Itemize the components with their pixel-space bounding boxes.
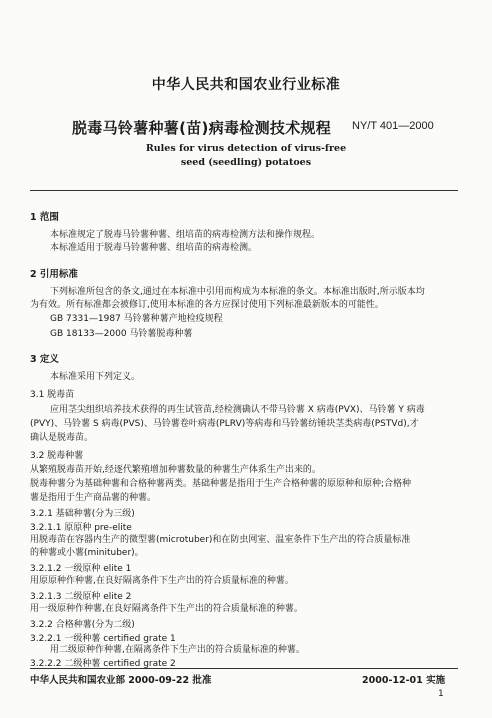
- section-2-heading: 2 引用标准: [30, 269, 78, 280]
- header-divider: [30, 190, 458, 191]
- clause-3-2-1-3-text: 用一级原种作种薯,在良好隔离条件下生产出的符合质量标准的种薯。: [30, 604, 303, 614]
- section-2-paragraph-line-1: 下列标准所包含的条文,通过在本标准中引用而构成为本标准的条文。本标准出版时,所示版本均: [50, 287, 425, 297]
- standard-code: NY/T 401—2000: [352, 120, 434, 132]
- clause-3-2-1-1-heading: 3.2.1.1 原原种 pre-elite: [30, 523, 132, 533]
- footer-divider: [30, 668, 458, 669]
- standard-category-title: 中华人民共和国农业行业标准: [151, 77, 341, 93]
- clause-3-2-1-1-text-line-1: 用脱毒苗在容器内生产的微型薯(microtuber)和在防虫网室、温室条件下生产出的符合质量标准: [30, 535, 411, 545]
- section-1-paragraph-1: 本标准规定了脱毒马铃薯种薯、组培苗的病毒检测方法和操作规程。: [50, 230, 321, 240]
- english-title-line-1: Rules for virus detection of virus-free: [145, 143, 347, 154]
- clause-3-2-2-heading: 3.2.2 合格种薯(分为二级): [30, 620, 135, 630]
- clause-3-2-heading: 3.2 脱毒种薯: [30, 451, 84, 461]
- clause-3-1-text-line-3: 确认是脱毒苗。: [30, 433, 94, 443]
- page-number: 1: [438, 689, 444, 699]
- clause-3-2-1-3-heading: 3.2.1.3 二级原种 elite 2: [30, 592, 132, 602]
- clause-3-1-text-line-2: (PVY)、马铃薯 S 病毒(PVS)、马铃薯卷叶病毒(PLRV)等病毒和马铃薯纺锤块茎类病毒(PSTVd),才: [30, 419, 419, 429]
- clause-3-2-1-2-heading: 3.2.1.2 一级原种 elite 1: [30, 564, 132, 574]
- section-3-intro: 本标准采用下列定义。: [50, 372, 141, 382]
- clause-3-2-2-1-text: 用二级原种作种薯,在隔离条件下生产出的符合质量标准的种薯。: [50, 645, 305, 655]
- clause-3-1-text-line-1: 应用茎尖组织培养技术获得的再生试管苗,经检测确认不带马铃薯 X 病毒(PVX)、马铃薯 Y 病毒: [50, 405, 425, 415]
- section-1-paragraph-2: 本标准适用于脱毒马铃薯种薯、组培苗的病毒检测。: [50, 243, 258, 253]
- english-title-line-2: seed (seedling) potatoes: [180, 157, 312, 168]
- clause-3-1-heading: 3.1 脱毒苗: [30, 390, 75, 400]
- clause-3-2-text-2-line-1: 脱毒种薯分为基础种薯和合格种薯两类。基础种薯是指用于生产合格种薯的原原种和原种;合格种: [30, 479, 412, 489]
- section-1-heading: 1 范围: [30, 212, 59, 223]
- approval-issuer: 中华人民共和国农业部 2000-09-22 批准: [30, 675, 212, 686]
- clause-3-2-1-2-text: 用原原种作种薯,在良好隔离条件下生产出的符合质量标准的种薯。: [30, 576, 294, 586]
- clause-3-2-2-2-heading: 3.2.2.2 二级种薯 certified grate 2: [30, 659, 176, 669]
- clause-3-2-1-1-text-line-2: 的种薯或小薯(minituber)。: [30, 548, 144, 558]
- document-title: 脱毒马铃薯种薯(苗)病毒检测技术规程: [72, 119, 332, 137]
- clause-3-2-text-2-line-2: 薯是指用于生产商品薯的种薯。: [30, 493, 157, 503]
- section-3-heading: 3 定义: [30, 354, 59, 365]
- section-2-paragraph-line-2: 为有效。所有标准都会被修订,使用本标准的各方应探讨使用下列标准最新版本的可能性。: [30, 300, 384, 310]
- reference-standard-1: GB 7331—1987 马铃薯种薯产地检疫规程: [50, 314, 223, 324]
- effective-date: 2000-12-01 实施: [362, 675, 446, 686]
- reference-standard-2: GB 18133—2000 马铃薯脱毒种薯: [50, 329, 193, 339]
- clause-3-2-text-1: 从繁殖脱毒苗开始,经逐代繁殖增加种薯数量的种薯生产体系生产出来的。: [30, 465, 321, 475]
- clause-3-2-1-heading: 3.2.1 基础种薯(分为三级): [30, 509, 135, 519]
- clause-3-2-2-1-heading: 3.2.2.1 一级种薯 certified grate 1: [30, 634, 176, 644]
